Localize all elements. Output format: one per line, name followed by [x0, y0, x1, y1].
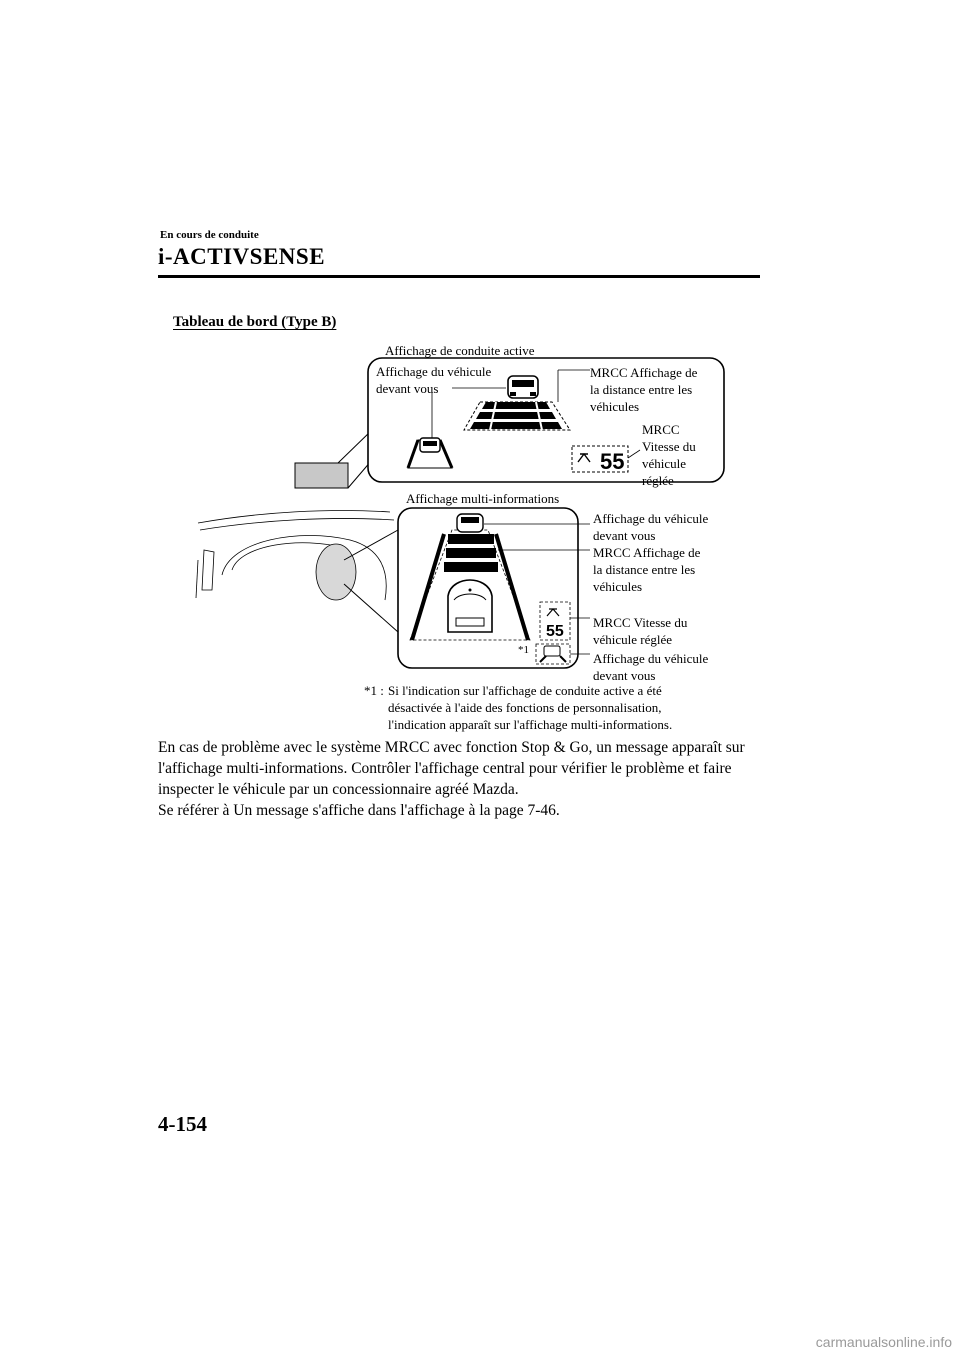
chapter-title: i-ACTIVSENSE: [158, 244, 326, 269]
vehicle-ahead-icon: [508, 376, 538, 398]
multi-distance-label: MRCC Affichage de la distance entre les véhicules: [593, 545, 701, 594]
distance-bars-icon: [464, 402, 570, 430]
active-distance-label: MRCC Affichage de la distance entre les véhicules: [590, 365, 698, 414]
own-vehicle-icon: [448, 580, 492, 632]
page-number: 4-154: [158, 1112, 207, 1136]
multi-vehicle-ahead-small-label: Affichage du véhicule devant vous: [593, 651, 709, 683]
note-marker: *1: [518, 644, 529, 656]
body-paragraph-2: Se référer à Un message s'affiche dans l'affichage à la page 7-46.: [158, 802, 560, 819]
set-speed-multi: [540, 602, 570, 640]
vehicle-ahead-multi-icon: [457, 514, 483, 532]
set-speed-display: [572, 446, 628, 474]
header-rule: [158, 275, 760, 278]
vehicle-ahead-small-icon: [420, 438, 440, 452]
body-paragraph-1: En cas de problème avec le système MRCC avec fonction Stop & Go, un message apparaît sur l'affichage multi-informations. Contrôler l'affichage central pour vérifier le problème et faire inspecter le véhicule par un concessionnaire agréé Mazda.: [158, 739, 745, 798]
active-display-location: [295, 463, 348, 488]
multi-vehicle-ahead-label: Affichage du véhicule devant vous: [593, 511, 709, 543]
watermark: carmanualsonline.info: [815, 1334, 952, 1350]
footnote-marker: *1 :: [364, 683, 384, 698]
footnote-text: Si l'indication sur l'affichage de conduite active a été désactivée à l'aide des fonctions de personnalisation, l'indication apparaît sur l'affichage multi-informations.: [388, 683, 673, 732]
multi-speed-label: MRCC Vitesse du véhicule réglée: [593, 615, 688, 647]
active-vehicle-ahead-label: Affichage du véhicule devant vous: [376, 364, 492, 396]
dashboard-outline: [196, 510, 394, 600]
multi-info-title: Affichage multi-informations: [406, 491, 560, 506]
section-title: En cours de conduite: [160, 229, 259, 241]
vehicle-ahead-small-multi-icon: [536, 644, 570, 664]
speed-value-top: 55: [600, 449, 625, 474]
active-speed-label: MRCC Vitesse du véhicule réglée: [642, 422, 696, 488]
speed-value-multi: 55: [546, 623, 564, 640]
body-text: [158, 737, 758, 821]
subheading: Tableau de bord (Type B): [173, 314, 337, 330]
active-display-title: Affichage de conduite active: [385, 343, 535, 358]
